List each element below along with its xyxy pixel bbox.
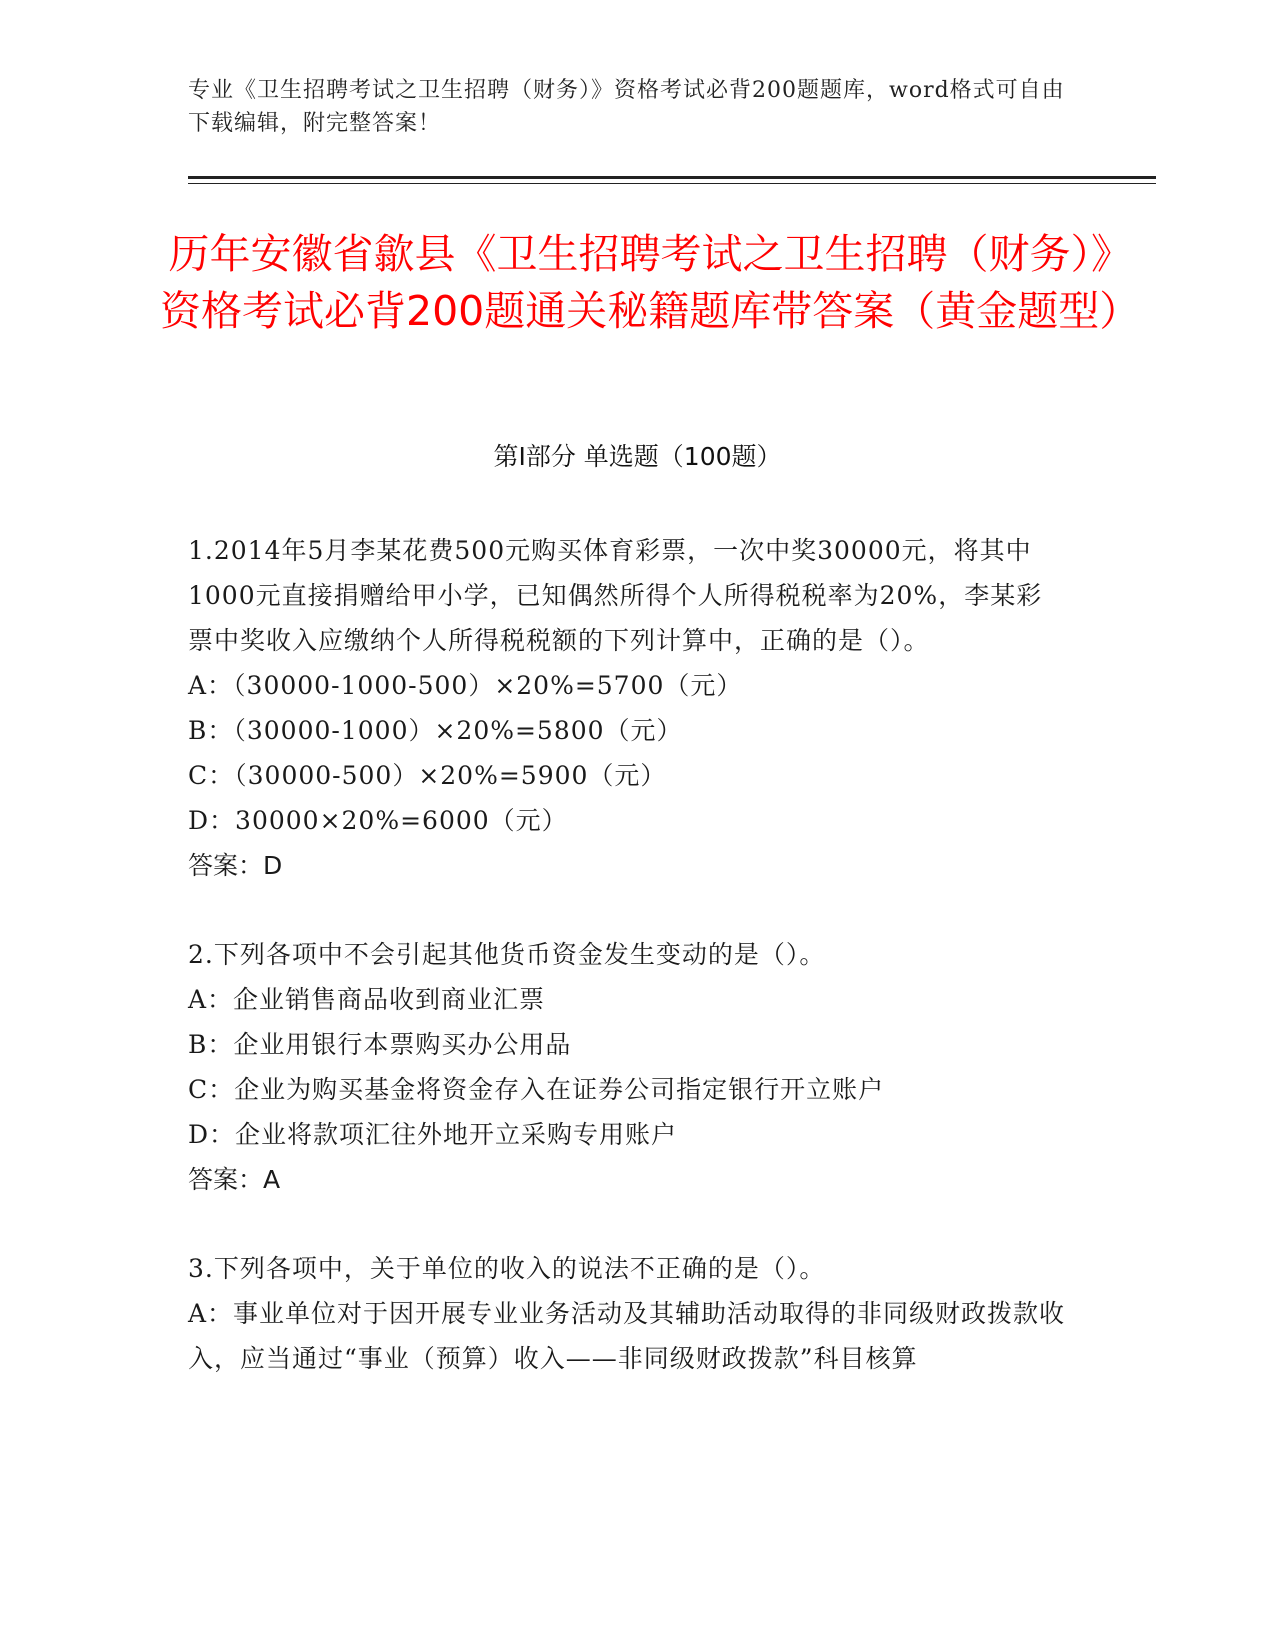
header-note: 专业《卫生招聘考试之卫生招聘（财务）》资格考试必背200题题库，word格式可自由下载编辑，附完整答案！	[188, 78, 1065, 136]
document-title: 历年安徽省歙县《卫生招聘考试之卫生招聘（财务）》资格考试必背200题通关秘籍题库带答案（黄金题型）	[160, 230, 1141, 335]
option-b: B：企业用银行本票购买办公用品	[188, 1030, 572, 1059]
option-d: D：企业将款项汇往外地开立采购专用账户	[188, 1120, 678, 1149]
section-heading: 第Ⅰ部分 单选题（100题）	[493, 442, 782, 471]
question-stem: 2.下列各项中不会引起其他货币资金发生变动的是（）。	[188, 940, 826, 969]
header-divider-thin	[188, 183, 1156, 184]
question-stem: 3.下列各项中，关于单位的收入的说法不正确的是（）。	[188, 1254, 826, 1283]
question-2	[188, 932, 1068, 1202]
option-d: D：30000×20%=6000（元）	[188, 806, 568, 835]
answer: 答案：D	[188, 851, 283, 880]
option-c: C：（30000-500）×20%=5900（元）	[188, 761, 667, 790]
question-list	[188, 528, 1068, 1425]
option-a: A：企业销售商品收到商业汇票	[188, 985, 546, 1014]
option-a: A：事业单位对于因开展专业业务活动及其辅助活动取得的非同级财政拨款收入，应当通过“事业（预算）收入——非同级财政拨款”科目核算	[188, 1299, 1066, 1373]
answer: 答案：A	[188, 1165, 281, 1194]
question-1	[188, 528, 1068, 888]
option-a: A：（30000-1000-500）×20%=5700（元）	[188, 671, 743, 700]
option-b: B：（30000-1000）×20%=5800（元）	[188, 716, 683, 745]
question-stem: 1.2014年5月李某花费500元购买体育彩票，一次中奖30000元，将其中1000元直接捐赠给甲小学，已知偶然所得个人所得税税率为20%，李某彩票中奖收入应缴纳个人所得税税额的下列计算中，正确的是（）。	[188, 536, 1043, 655]
option-c: C：企业为购买基金将资金存入在证券公司指定银行开立账户	[188, 1075, 885, 1104]
header-divider	[188, 176, 1156, 179]
question-3	[188, 1246, 1068, 1381]
